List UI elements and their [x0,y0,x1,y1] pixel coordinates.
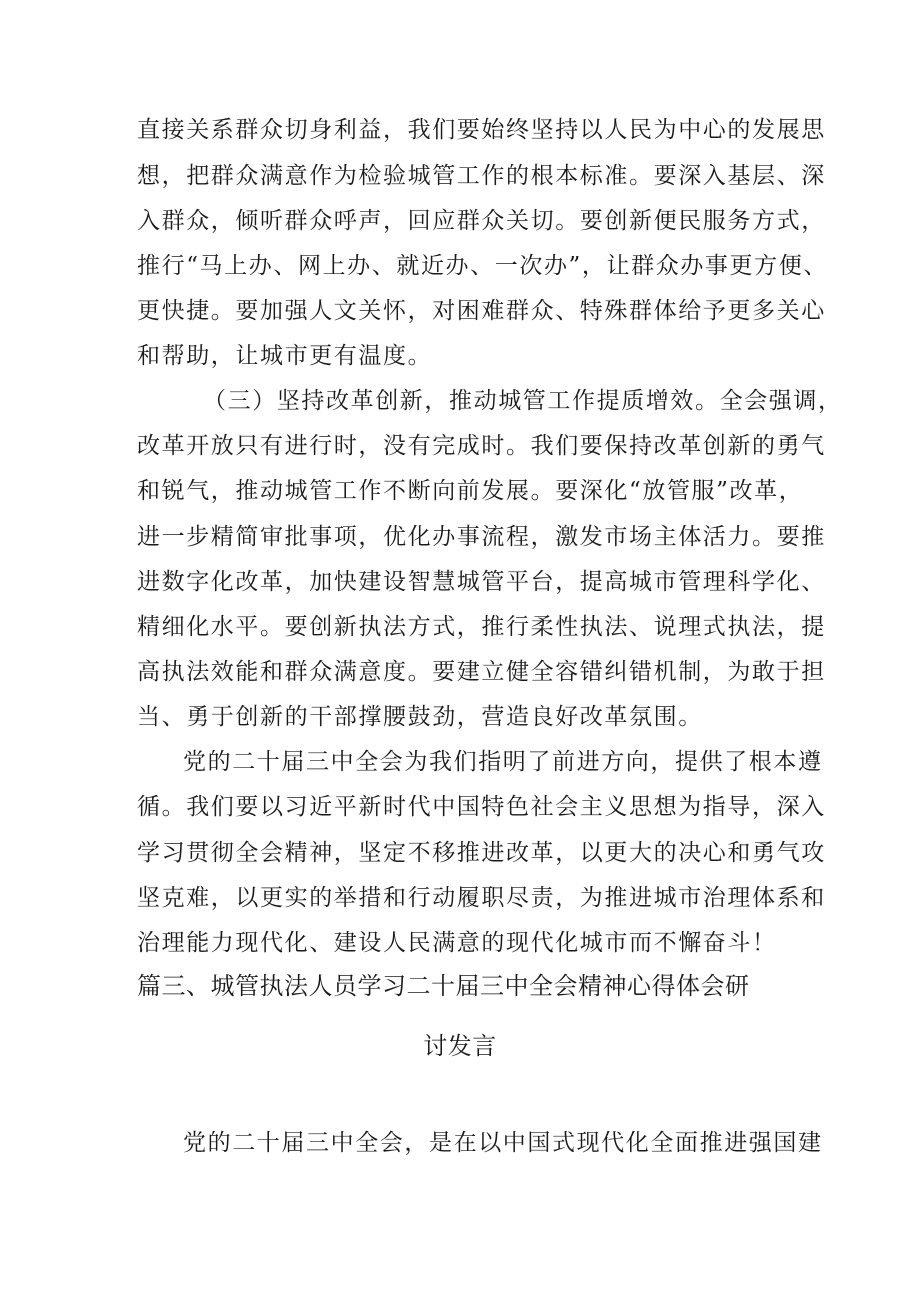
paragraph-line: 治理能力现代化、建设人民满意的现代化城市而不懈奋斗！ [137,930,777,956]
paragraph-line: 推行“马上办、网上办、就近办、一次办”，让群众办事更方便、 [137,253,828,279]
paragraph-line: 坚克难，以更实的举措和行动履职尽责，为推进城市治理体系和 [137,885,826,911]
paragraph-line: 改革开放只有进行时，没有完成时。我们要保持改革创新的勇气 [137,433,826,459]
paragraph-line: 入群众，倾听群众呼声，回应群众关切。要创新便民服务方式， [137,208,826,234]
paragraph-line: 直接关系群众切身利益，我们要始终坚持以人民为中心的发展思 [137,117,826,143]
paragraph-line: （三）坚持改革创新，推动城管工作提质增效。全会强调， [203,388,843,414]
section-heading-continued: 讨发言 [423,1032,497,1060]
paragraph-line: 党的二十届三中全会为我们指明了前进方向，提供了根本遵 [183,749,823,775]
paragraph-line: 精细化水平。要创新执法方式，推行柔性执法、说理式执法，提 [137,614,826,640]
paragraph-line: 高执法效能和群众满意度。要建立健全容错纠错机制，为敢于担 [137,659,826,685]
paragraph-line: 学习贯彻全会精神，坚定不移推进改革，以更大的决心和勇气攻 [137,840,826,866]
paragraph-line: 和锐气，推动城管工作不断向前发展。要深化“放管服”改革， [137,478,804,504]
paragraph-line: 更快捷。要加强人文关怀，对困难群众、特殊群体给予更多关心 [137,298,826,324]
paragraph-line: 当、勇于创新的干部撑腰鼓劲，营造良好改革氛围。 [137,704,703,730]
paragraph-line: 和帮助，让城市更有温度。 [137,343,433,369]
paragraph-line: 进数字化改革，加快建设智慧城管平台，提高城市管理科学化、 [137,569,826,595]
paragraph-line: 党的二十届三中全会，是在以中国式现代化全面推进强国建 [183,1130,823,1156]
paragraph-line: 进一步精简审批事项，优化办事流程，激发市场主体活力。要推 [137,524,826,550]
paragraph-line: 想，把群众满意作为检验城管工作的根本标准。要深入基层、深 [137,163,826,189]
section-heading: 篇三、城管执法人员学习二十届三中全会精神心得体会研 [137,972,750,1000]
paragraph-line: 循。我们要以习近平新时代中国特色社会主义思想为指导，深入 [137,794,826,820]
